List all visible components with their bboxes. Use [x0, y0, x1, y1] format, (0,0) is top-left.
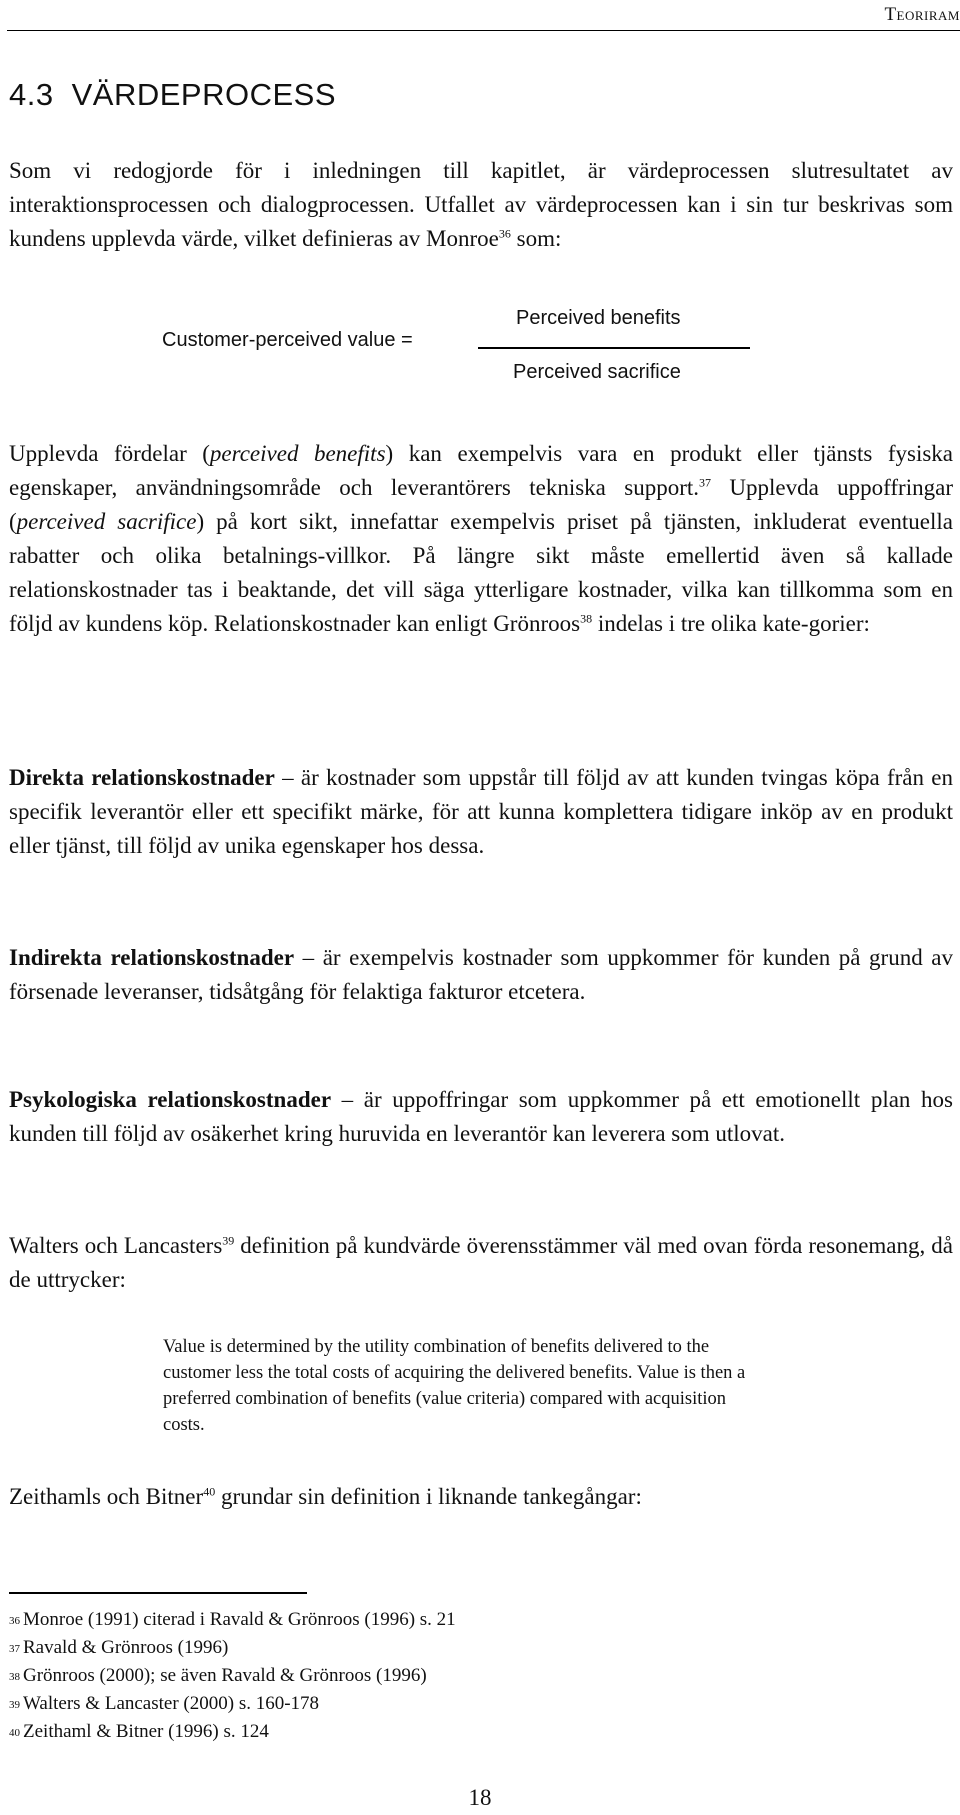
footnote-text: Grönroos (2000); se även Ravald & Grönroos (1996)	[23, 1665, 427, 1686]
category-text: – är kostnader som uppstår till följd av att kunden tvingas köpa från en specifik leverantör eller ett specifikt märke, för att kunna komplettera tidigare inköp av en produkt eller tjänst, till följd av unika egenskaper hos dessa.	[9, 765, 953, 858]
category-term: Psykologiska relationskostnader	[9, 1087, 332, 1112]
footnote	[9, 1662, 427, 1689]
footnote	[9, 1634, 228, 1661]
intro-paragraph	[9, 154, 953, 256]
footnote-rule	[9, 1592, 307, 1594]
footnote-number: 40	[9, 1727, 20, 1739]
text: Zeithamls och Bitner	[9, 1484, 204, 1509]
term-italic: perceived benefits	[209, 441, 386, 466]
footnote-ref: 37	[699, 475, 711, 490]
footnote-text: Ravald & Grönroos (1996)	[23, 1637, 229, 1658]
header-rule	[7, 30, 960, 31]
running-title: Teoriram	[884, 4, 960, 25]
category-term: Direkta relationskostnader	[9, 765, 275, 790]
footnote-text: Walters & Lancaster (2000) s. 160-178	[23, 1693, 320, 1714]
category-text: – är exempelvis kostnader som uppkommer för kunden på grund av försenade leveranser, tidsåtgång för felaktiga fakturor etcetera.	[9, 945, 954, 1004]
footnote-ref: 38	[580, 611, 593, 626]
zeithaml-paragraph	[9, 1480, 953, 1514]
section-heading	[9, 77, 336, 113]
block-quote: Value is determined by the utility combination of benefits delivered to the customer less the total costs of acquiring the delivered benefits. Value is then a preferred combination of benefits (value criteria) compared with acquisition costs.	[163, 1337, 746, 1435]
term-italic: perceived sacrifice	[16, 509, 197, 534]
category-psychological	[9, 1083, 953, 1151]
intro-text-end: som:	[510, 226, 562, 251]
text: Upplevda fördelar (	[9, 441, 210, 466]
footnote-number: 39	[9, 1699, 20, 1711]
footnote-ref: 40	[203, 1484, 216, 1499]
text: ) kan exempelvis vara en produkt eller tjänsts fysiska egenskaper, användningsområde och leverantörers tekniska support.	[9, 441, 953, 500]
running-header	[884, 4, 960, 26]
intro-text: Som vi redogjorde för i inledningen till kapitlet, är värdeprocessen slutresultatet av interaktionsprocessen och dialogprocessen. Utfallet av värdeprocessen kan i sin tur beskrivas som kundens upplevda värde, vilket definieras av Monroe	[9, 158, 953, 251]
footnote-text: Zeithaml & Bitner (1996) s. 124	[23, 1721, 269, 1742]
category-direct	[9, 761, 953, 863]
footnote-ref: 36	[498, 226, 511, 241]
footnote-number: 37	[9, 1643, 20, 1655]
formula-numerator: Perceived benefits	[516, 307, 681, 329]
category-text: – är uppoffringar som uppkommer på ett emotionellt plan hos kunden till följd av osäkerhet kring huruvida en leverantör kan leverera som utlovat.	[9, 1087, 953, 1146]
text: indelas i tre olika kate-gorier:	[592, 611, 870, 636]
footnote	[9, 1690, 319, 1717]
text: Upplevda uppoffringar (	[9, 475, 953, 534]
section-number: 4.3	[9, 77, 54, 112]
text: ) på kort sikt, innefattar exempelvis priset på tjänsten, inkluderat eventuella rabatter och olika betalnings-villkor. På längre sikt måste emellertid även så kallade relationskostnader tas i beaktande, det vill säga ytterligare kostnader, vilka kan tillkomma som en följd av kundens köp. Relationskostnader kan enligt Grönroos	[9, 509, 953, 636]
section-title: VÄRDEPROCESS	[71, 77, 337, 112]
text: definition på kundvärde överensstämmer väl med ovan förda resonemang, då de uttrycker:	[9, 1233, 953, 1292]
text: Walters och Lancasters	[9, 1233, 223, 1258]
walters-paragraph	[9, 1229, 953, 1297]
footnote-number: 36	[9, 1615, 20, 1627]
footnote-text: Monroe (1991) citerad i Ravald & Grönroos (1996) s. 21	[23, 1609, 456, 1630]
formula-lhs: Customer-perceived value =	[162, 329, 413, 351]
footnote-number: 38	[9, 1671, 20, 1683]
category-term: Indirekta relationskostnader	[9, 945, 295, 970]
category-indirect	[9, 941, 953, 1009]
text: grundar sin definition i liknande tankegångar:	[215, 1484, 642, 1509]
page-number: 18	[468, 1785, 492, 1810]
footnote	[9, 1718, 269, 1745]
fraction-bar	[478, 347, 750, 349]
footnote	[9, 1606, 456, 1633]
footnote-ref: 39	[222, 1233, 235, 1248]
formula-denominator: Perceived sacrifice	[513, 361, 681, 383]
benefits-paragraph	[9, 437, 953, 641]
